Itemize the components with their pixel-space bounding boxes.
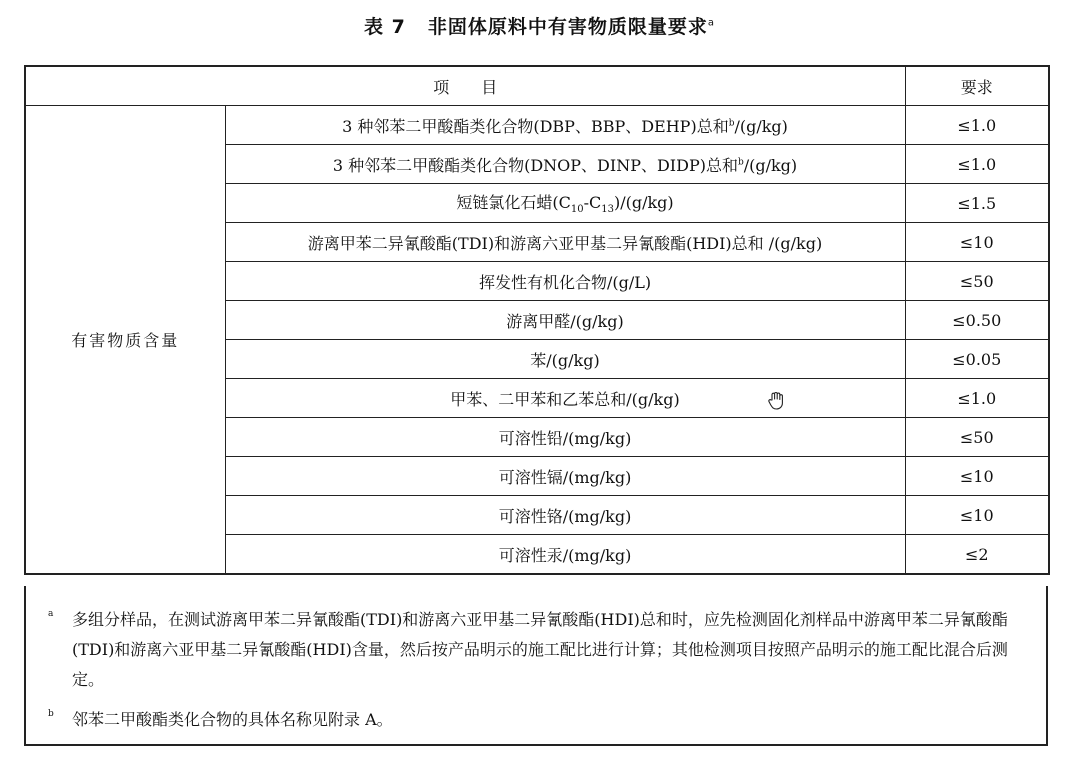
value-cell: ≤1.5 [905, 184, 1049, 223]
value-cell: ≤1.0 [905, 145, 1049, 184]
table-row [25, 106, 1049, 145]
footnote-b-mark: b [48, 709, 54, 719]
footnote-a-mark: a [48, 609, 54, 619]
item-cell: 可溶性汞/(mg/kg) [225, 535, 905, 575]
item-cell: 3 种邻苯二甲酸酯类化合物(DBP、BBP、DEHP)总和$^b$/(g/kg) [225, 106, 905, 145]
footnote-a [48, 605, 1028, 695]
item-cell: 苯/(g/kg) [225, 340, 905, 379]
item-cell: 挥发性有机化合物/(g/L) [225, 262, 905, 301]
value-cell: ≤10 [905, 496, 1049, 535]
value-cell: ≤0.50 [905, 301, 1049, 340]
value-cell: ≤1.0 [905, 106, 1049, 145]
table-header-row [25, 66, 1049, 106]
table-title-text: 非固体原料中有害物质限量要求 [427, 16, 708, 38]
item-cell: 可溶性铬/(mg/kg) [225, 496, 905, 535]
footnote-b [48, 705, 1028, 735]
value-cell: ≤1.0 [905, 379, 1049, 418]
item-cell: 可溶性镉/(mg/kg) [225, 457, 905, 496]
item-cell: 甲苯、二甲苯和乙苯总和/(g/kg) [225, 379, 905, 418]
item-cell: 可溶性铅/(mg/kg) [225, 418, 905, 457]
group-label: 有害物质含量 [25, 106, 225, 575]
hand-pointer-icon [766, 391, 786, 411]
limits-table [24, 65, 1050, 575]
footnote-a-text: 多组分样品，在测试游离甲苯二异氰酸酯(TDI)和游离六亚甲基二异氰酸酯(HDI)总和时，应先检测固化剂样品中游离甲苯二异氰酸酯(TDI)和游离六亚甲基二异氰酸酯(HDI)含量，然后按产品明示的施工配比进行计算；其他检测项目按照产品明示的施工配比混合后测定。 [72, 610, 1008, 689]
item-cell: 游离甲苯二异氰酸酯(TDI)和游离六亚甲基二异氰酸酯(HDI)总和 /(g/kg) [225, 223, 905, 262]
item-cell: 短链氯化石蜡$(C_{10}-C_{13})/(g/kg)$ [225, 184, 905, 223]
value-cell: ≤0.05 [905, 340, 1049, 379]
table-number: 表 7 [364, 16, 406, 38]
header-item: 项 目 [25, 66, 905, 106]
value-cell: ≤50 [905, 262, 1049, 301]
title-footnote-mark: a [707, 17, 715, 29]
value-cell: ≤10 [905, 223, 1049, 262]
table-title [0, 12, 1079, 39]
item-cell: 游离甲醛/(g/kg) [225, 301, 905, 340]
value-cell: ≤50 [905, 418, 1049, 457]
header-requirement: 要求 [905, 66, 1049, 106]
item-cell: 3 种邻苯二甲酸酯类化合物(DNOP、DINP、DIDP)总和$^b$/(g/kg) [225, 145, 905, 184]
value-cell: ≤10 [905, 457, 1049, 496]
footnote-b-text: 邻苯二甲酸酯类化合物的具体名称见附录 A。 [72, 710, 393, 729]
value-cell: ≤2 [905, 535, 1049, 575]
